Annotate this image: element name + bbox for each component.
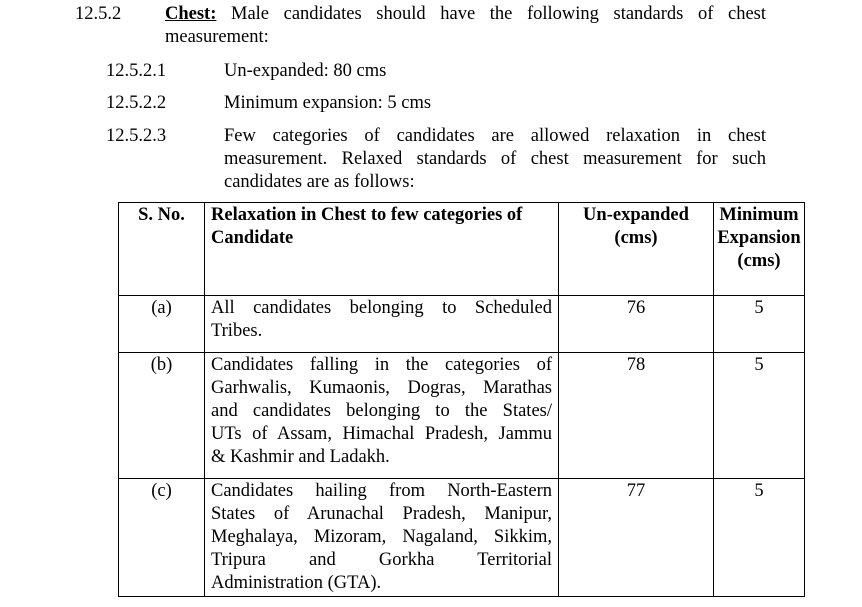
table-header-row xyxy=(119,203,805,296)
cell-unexpanded: 76 xyxy=(559,296,714,353)
table-row xyxy=(119,479,805,597)
subsection-number: 12.5.2.3 xyxy=(106,126,167,146)
subsection-line: Few categories of candidates are allowed relaxation in chest xyxy=(224,126,766,146)
cell-unexpanded: 77 xyxy=(559,479,714,597)
subsection-line: measurement. Relaxed standards of chest measurement for such xyxy=(224,149,766,169)
subsection-text: Un-expanded: 80 cms xyxy=(224,61,387,81)
cell-sno: (a) xyxy=(119,296,205,353)
section-number: 12.5.2 xyxy=(75,4,122,24)
cell-sno: (b) xyxy=(119,353,205,479)
cell-unexpanded: 78 xyxy=(559,353,714,479)
table-row xyxy=(119,296,805,353)
relaxation-table xyxy=(118,202,805,597)
cell-sno: (c) xyxy=(119,479,205,597)
cell-min-expansion: 5 xyxy=(714,353,805,479)
subsection-paragraph xyxy=(224,125,766,194)
header-relaxation: Relaxation in Chest to few categories of Candidate xyxy=(205,203,559,296)
section-paragraph xyxy=(165,3,766,49)
table-row xyxy=(119,353,805,479)
subsection-text: Minimum expansion: 5 cms xyxy=(224,93,432,113)
cell-description: All candidates belonging to Scheduled Tribes. xyxy=(205,296,559,353)
header-min-expansion: Minimum Expansion (cms) xyxy=(714,203,805,296)
subsection-number: 12.5.2.1 xyxy=(106,61,167,81)
cell-description: Candidates falling in the categories of Garhwalis, Kumaonis, Dogras, Marathas and candidates belonging to the States/ UTs of Assam, Himachal Pradesh, Jammu & Kashmir and Ladakh. xyxy=(205,353,559,479)
subsection-number: 12.5.2.2 xyxy=(106,93,167,113)
subsection-line: candidates are as follows: xyxy=(224,172,415,192)
header-unexpanded: Un-expanded (cms) xyxy=(559,203,714,296)
cell-min-expansion: 5 xyxy=(714,296,805,353)
header-sno: S. No. xyxy=(119,203,205,296)
section-text-line1: Male candidates should have the following standards of chest xyxy=(231,4,767,24)
cell-min-expansion: 5 xyxy=(714,479,805,597)
cell-description: Candidates hailing from North-Eastern States of Arunachal Pradesh, Manipur, Meghalaya, Mizoram, Nagaland, Sikkim, Tripura and Gorkha Territorial Administration (GTA). xyxy=(205,479,559,597)
section-heading: Chest: xyxy=(165,4,217,24)
section-text-line2: measurement: xyxy=(165,27,269,47)
